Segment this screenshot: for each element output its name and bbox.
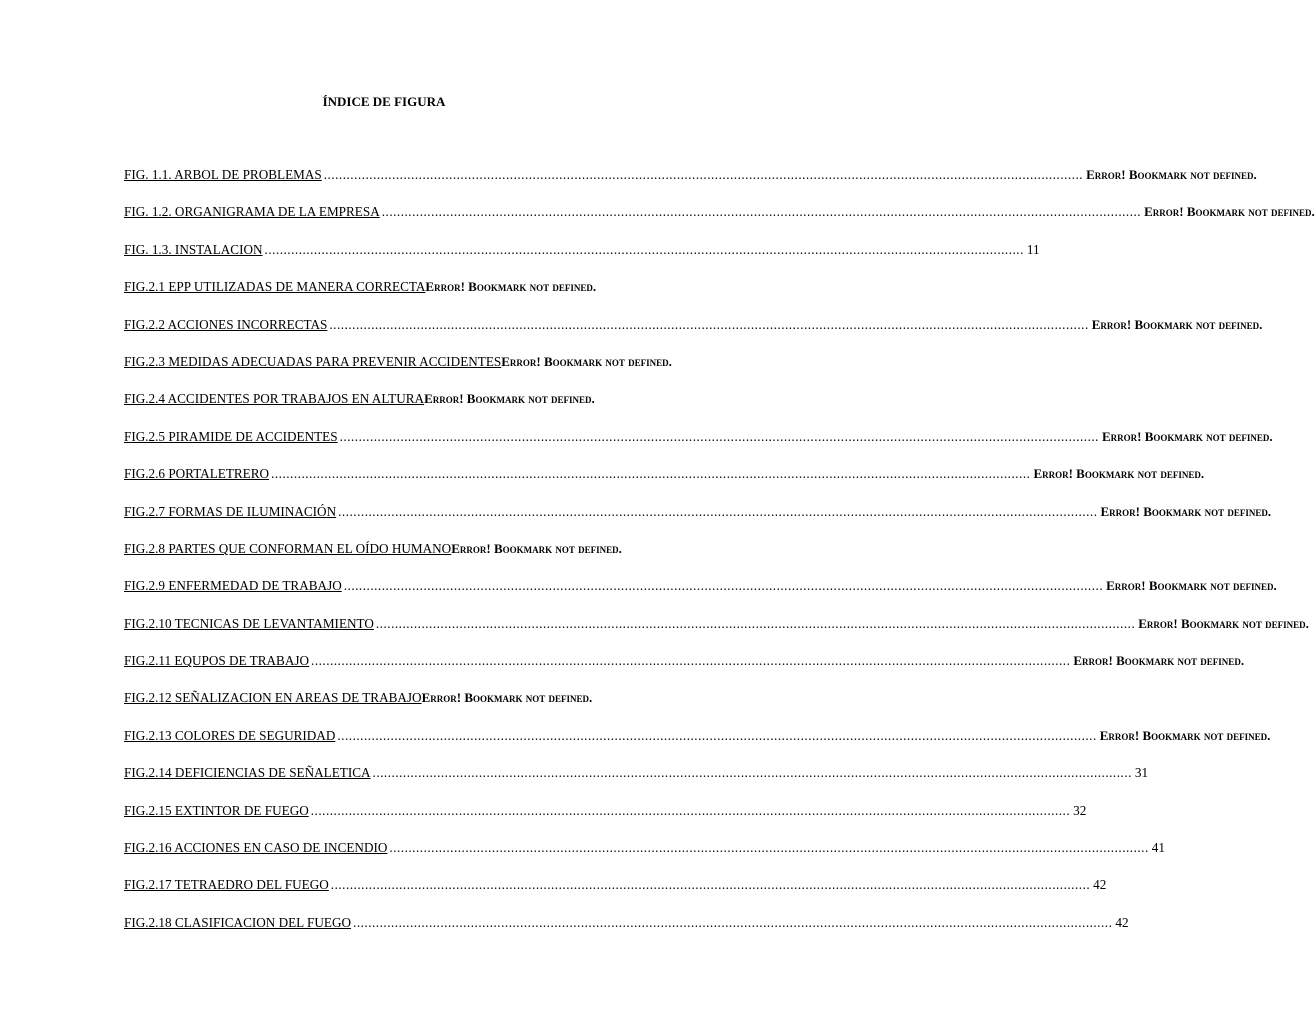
dot-leader: ........................................................................................................................................................................................................ <box>375 615 1136 631</box>
page-title <box>0 94 768 110</box>
toc-entry[interactable] <box>124 727 1271 764</box>
bookmark-error: Error! Bookmark not defined. <box>1033 466 1205 482</box>
bookmark-error: Error! Bookmark not defined. <box>501 353 672 369</box>
figure-link[interactable]: FIG.2.6 PORTALETRERO <box>124 466 270 482</box>
toc-entry[interactable] <box>124 689 768 726</box>
page-number: 31 <box>1134 765 1149 781</box>
figure-link[interactable]: FIG.2.15 EXTINTOR DE FUEGO <box>124 802 309 818</box>
figure-link[interactable]: FIG. 1.1. ARBOL DE PROBLEMAS <box>124 167 322 182</box>
dot-leader: ........................................................................................................................................................................................................ <box>353 914 1113 930</box>
figure-link[interactable]: FIG.2.4 ACCIDENTES POR TRABAJOS EN ALTURA <box>124 391 425 407</box>
toc-entry[interactable] <box>124 241 1040 278</box>
dot-leader: ........................................................................................................................................................................................................ <box>264 241 1024 257</box>
toc-entry[interactable] <box>124 465 1205 502</box>
figure-link[interactable]: FIG.2.3 MEDIDAS ADECUADAS PARA PREVENIR ACCIDENTES <box>124 353 502 369</box>
figure-link[interactable]: FIG. 1.3. INSTALACION <box>124 241 263 257</box>
toc-entry[interactable] <box>124 764 1149 801</box>
figure-link[interactable]: FIG.2.17 TETRAEDRO DEL FUEGO <box>124 877 329 893</box>
dot-leader: ........................................................................................................................................................................................................ <box>381 204 1142 220</box>
toc-entry[interactable] <box>124 839 1165 876</box>
dot-leader: ........................................................................................................................................................................................................ <box>372 765 1132 781</box>
figure-index-list <box>124 166 1315 951</box>
bookmark-error: Error! Bookmark not defined. <box>1073 653 1245 669</box>
page-number: 41 <box>1151 840 1165 856</box>
figure-link[interactable]: FIG.2.11 EQUPOS DE TRABAJO <box>124 653 310 669</box>
dot-leader: ........................................................................................................................................................................................................ <box>271 466 1031 482</box>
bookmark-error: Error! Bookmark not defined. <box>421 690 593 706</box>
toc-entry[interactable] <box>124 503 1272 540</box>
page-number: 42 <box>1115 914 1129 930</box>
bookmark-error: Error! Bookmark not defined. <box>425 279 597 295</box>
toc-entry[interactable] <box>124 278 768 315</box>
figure-link[interactable]: FIG.2.10 TECNICAS DE LEVANTAMIENTO <box>124 615 374 631</box>
dot-leader: ........................................................................................................................................................................................................ <box>338 503 1098 519</box>
dot-leader: ........................................................................................................................................................................................................ <box>389 840 1149 856</box>
figure-link[interactable]: FIG.2.13 COLORES DE SEGURIDAD <box>124 727 336 743</box>
figure-link[interactable]: FIG.2.7 FORMAS DE ILUMINACIÓN <box>124 503 337 519</box>
bookmark-error: Error! Bookmark not defined. <box>1100 503 1272 519</box>
toc-entry[interactable] <box>124 316 1263 353</box>
bookmark-error: Error! Bookmark not defined. <box>1144 204 1315 220</box>
dot-leader: ........................................................................................................................................................................................................ <box>311 653 1071 669</box>
toc-entry[interactable] <box>124 353 768 390</box>
figure-link[interactable]: FIG.2.1 EPP UTILIZADAS DE MANERA CORRECTA <box>124 279 426 295</box>
dot-leader: ........................................................................................................................................................................................................ <box>337 727 1097 743</box>
page-number: 32 <box>1073 802 1087 818</box>
toc-entry[interactable] <box>124 802 1087 839</box>
bookmark-error: Error! Bookmark not defined. <box>1091 316 1263 332</box>
toc-entry[interactable] <box>124 390 768 427</box>
page-number: 42 <box>1093 877 1107 893</box>
bookmark-error: Error! Bookmark not defined. <box>1106 578 1277 594</box>
dot-leader: ........................................................................................................................................................................................................ <box>339 428 1099 444</box>
figure-link[interactable]: FIG.2.14 DEFICIENCIAS DE SEÑALETICA <box>124 765 371 781</box>
toc-entry[interactable] <box>124 540 768 577</box>
figure-link[interactable]: FIG.2.5 PIRAMIDE DE ACCIDENTES <box>124 428 338 444</box>
bookmark-error: Error! Bookmark not defined. <box>1086 167 1257 182</box>
toc-entry[interactable] <box>124 428 1273 465</box>
toc-entry[interactable] <box>124 577 1277 614</box>
page-number: 11 <box>1026 241 1040 257</box>
toc-entry[interactable] <box>124 166 1257 203</box>
figure-link[interactable]: FIG.2.12 SEÑALIZACION EN AREAS DE TRABAJO <box>124 690 422 706</box>
dot-leader: ........................................................................................................................................................................................................ <box>343 578 1104 594</box>
figure-link[interactable]: FIG.2.18 CLASIFICACION DEL FUEGO <box>124 914 352 930</box>
page-title-text: ÍNDICE DE FIGURA <box>322 94 446 109</box>
toc-entry[interactable] <box>124 876 1107 913</box>
toc-entry[interactable] <box>124 615 1309 652</box>
figure-link[interactable]: FIG.2.8 PARTES QUE CONFORMAN EL OÍDO HUMANO <box>124 540 452 556</box>
dot-leader: ........................................................................................................................................................................................................ <box>323 167 1084 182</box>
toc-entry[interactable] <box>124 914 1129 951</box>
bookmark-error: Error! Bookmark not defined. <box>1101 428 1273 444</box>
figure-link[interactable]: FIG.2.2 ACCIONES INCORRECTAS <box>124 316 328 332</box>
dot-leader: ........................................................................................................................................................................................................ <box>310 802 1071 818</box>
bookmark-error: Error! Bookmark not defined. <box>451 540 622 556</box>
dot-leader: ........................................................................................................................................................................................................ <box>330 877 1091 893</box>
figure-link[interactable]: FIG.2.9 ENFERMEDAD DE TRABAJO <box>124 578 342 594</box>
dot-leader: ........................................................................................................................................................................................................ <box>329 316 1089 332</box>
toc-entry[interactable] <box>124 652 1245 689</box>
figure-link[interactable]: FIG.2.16 ACCIONES EN CASO DE INCENDIO <box>124 840 388 856</box>
toc-entry[interactable] <box>124 203 1315 240</box>
bookmark-error: Error! Bookmark not defined. <box>424 391 595 407</box>
figure-link[interactable]: FIG. 1.2. ORGANIGRAMA DE LA EMPRESA <box>124 204 380 220</box>
bookmark-error: Error! Bookmark not defined. <box>1099 727 1271 743</box>
bookmark-error: Error! Bookmark not defined. <box>1138 615 1309 631</box>
